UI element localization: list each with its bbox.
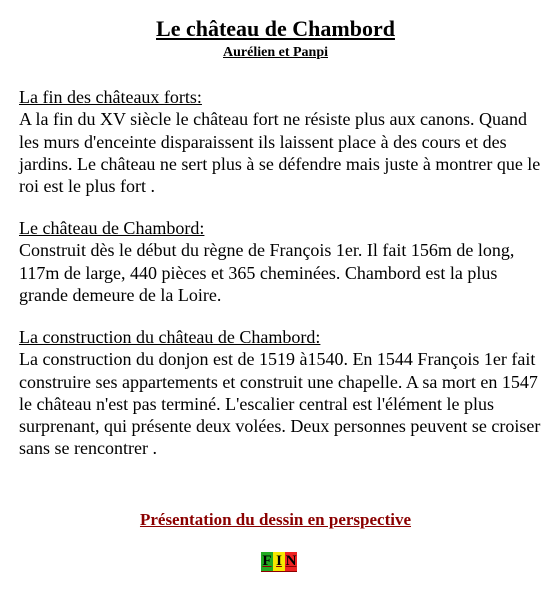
fin-letter-f: F [262,553,272,569]
section-construction [19,326,541,460]
fin-letter-i: I [273,552,285,571]
section-body: La construction du donjon est de 1519 à1540. En 1544 François 1er fait construire ses appartements et construit une chapelle. A sa mort en 1547 le château n'est pas terminé. L'escalier central est l'élément le plus surprenant, qui présente deux volées. Deux personnes peuvent se croiser sans se rencontrer . [19,349,541,459]
perspective-drawing-link[interactable]: Présentation du dessin en perspective [139,510,412,529]
section-chateau-chambord [19,217,541,306]
section-body: Construit dès le début du règne de François 1er. Il fait 156m de long, 117m de large, 440 pièces et 365 cheminées. Chambord est la plus grande demeure de la Loire. [19,240,515,305]
page-title: Le château de Chambord [156,16,395,41]
section-fin-chateaux-forts [19,86,541,197]
authors-subtitle: Aurélien et Panpi [223,45,328,60]
section-heading: La construction du château de Chambord: [19,327,321,347]
section-heading: Le château de Chambord: [19,218,205,238]
fin-letter-n: N [285,553,297,569]
section-heading: La fin des châteaux forts: [19,87,202,107]
fin-button[interactable] [261,552,297,572]
section-body: A la fin du XV siècle le château fort ne résiste plus aux canons. Quand les murs d'enceinte disparaissent ils laissent place à des cours et des jardins. Le château ne sert plus à se défendre mais juste à montrer que le roi est le plus fort . [19,109,541,197]
